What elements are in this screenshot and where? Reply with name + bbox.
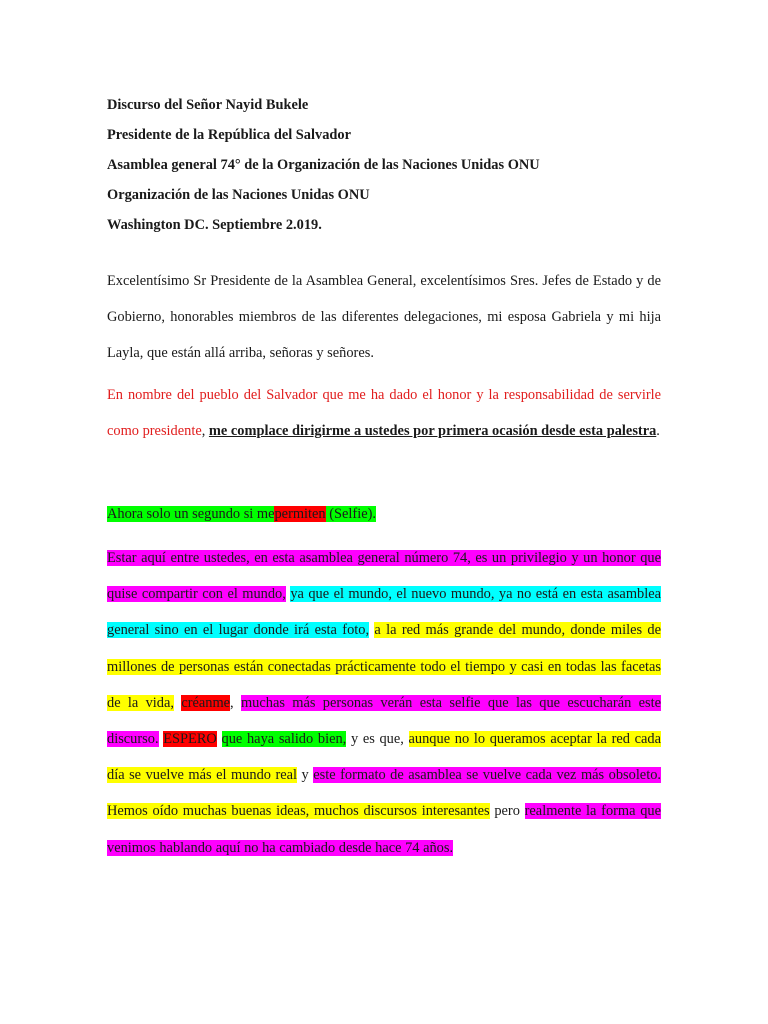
paragraph-main [107, 540, 661, 866]
highlight-red: créanme [181, 694, 231, 711]
highlight-magenta: muchas más personas verán esta selfie que las que escucharán este discurso. [107, 694, 661, 748]
header-date-place: Washington DC. Septiembre 2.019. [107, 217, 322, 233]
text-plain: pero [489, 803, 525, 820]
selfie-label: (Selfie). [329, 506, 376, 522]
header-event: Asamblea general 74° de la Organización de las Naciones Unidas ONU [107, 157, 540, 173]
opening-comma: , [201, 423, 209, 439]
header-role: Presidente de la República del Salvador [107, 127, 351, 143]
highlight-magenta: este formato de asamblea se vuelve cada vez más obsoleto. [313, 767, 661, 784]
text-plain [217, 731, 222, 747]
text-plain: y es que, [346, 731, 409, 748]
highlight-yellow: aunque no lo queramos aceptar la red cada día se vuelve más el mundo real [107, 731, 662, 784]
speech-header [107, 90, 540, 240]
text-plain: y [297, 767, 314, 784]
paragraph-opening [107, 377, 661, 449]
opening-bold-underlined-text: me complace dirigirme a ustedes por primera ocasión desde esta palestra [208, 423, 657, 439]
header-title: Discurso del Señor Nayid Bukele [107, 97, 309, 113]
paragraph-greeting: Excelentísimo Sr Presidente de la Asamblea General, excelentísimos Sres. Jefes de Estado y de Gobierno, honorables miembros de las diferentes delegaciones, mi esposa Gabriela y mi hija Layla, que están allá arriba, señoras y señores. [107, 273, 661, 361]
paragraph-selfie [107, 496, 661, 532]
opening-red-text: En nombre del pueblo del Salvador que me ha dado el honor y la responsabilidad de servirle como presidente [107, 387, 661, 439]
highlight-yellow: a la red más grande del mundo, donde miles de millones de personas están conectadas prácticamente todo el tiempo y casi en todas las facetas de la vida, [107, 622, 661, 711]
selfie-red-text: permiten [274, 506, 326, 522]
highlight-red: ESPERO [163, 731, 217, 748]
highlight-magenta: Estar aquí entre ustedes, en esta asamblea general número 74, es un privilegio y un honor que quise compartir con el mundo, [107, 550, 661, 603]
selfie-green-text: Ahora solo un segundo si me [107, 506, 275, 522]
highlight-cyan: ya que el mundo, el nuevo mundo, ya no está en esta asamblea general sino en el lugar donde irá esta foto, [107, 586, 661, 639]
highlight-yellow: Hemos oído muchas buenas ideas, muchos discursos interesantes [107, 803, 490, 820]
highlight-green: que haya salido bien, [221, 731, 347, 748]
header-organization: Organización de las Naciones Unidas ONU [107, 187, 370, 203]
opening-period: . [656, 423, 660, 439]
text-plain: , [230, 694, 241, 711]
highlight-magenta: realmente la forma que venimos hablando aquí no ha cambiado desde hace 74 años. [107, 803, 661, 856]
